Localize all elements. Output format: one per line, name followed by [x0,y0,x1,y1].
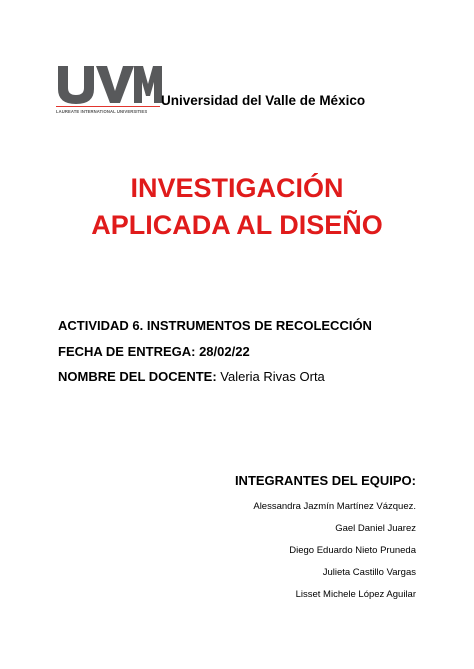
team-member: Lisset Michele López Aguilar [295,589,416,600]
title-line-2: APLICADA AL DISEÑO [91,210,383,240]
team-member: Alessandra Jazmín Martínez Vázquez. [253,501,416,512]
teacher-label: NOMBRE DEL DOCENTE: [58,369,217,384]
teacher-line [58,369,325,384]
university-name: Universidad del Valle de México [161,93,366,108]
activity-text: ACTIVIDAD 6. INSTRUMENTOS DE RECOLECCIÓN [58,318,372,333]
logo-subtitle: LAUREATE INTERNATIONAL UNIVERSITIES [56,109,148,114]
teacher-name: Valeria Rivas Orta [216,369,325,384]
title-line-1: INVESTIGACIÓN [130,173,344,203]
due-date-line [58,344,250,359]
uvm-logo-mark [56,64,162,104]
team-member: Gael Daniel Juarez [335,523,416,534]
due-date-text: FECHA DE ENTREGA: 28/02/22 [58,344,250,359]
activity-line [58,318,372,333]
logo-divider [56,106,160,107]
team-heading: INTEGRANTES DEL EQUIPO: [234,473,416,488]
team-member: Julieta Castillo Vargas [322,567,416,578]
document-title [0,170,474,244]
uvm-logo [56,64,166,120]
team-member: Diego Eduardo Nieto Pruneda [289,545,416,556]
